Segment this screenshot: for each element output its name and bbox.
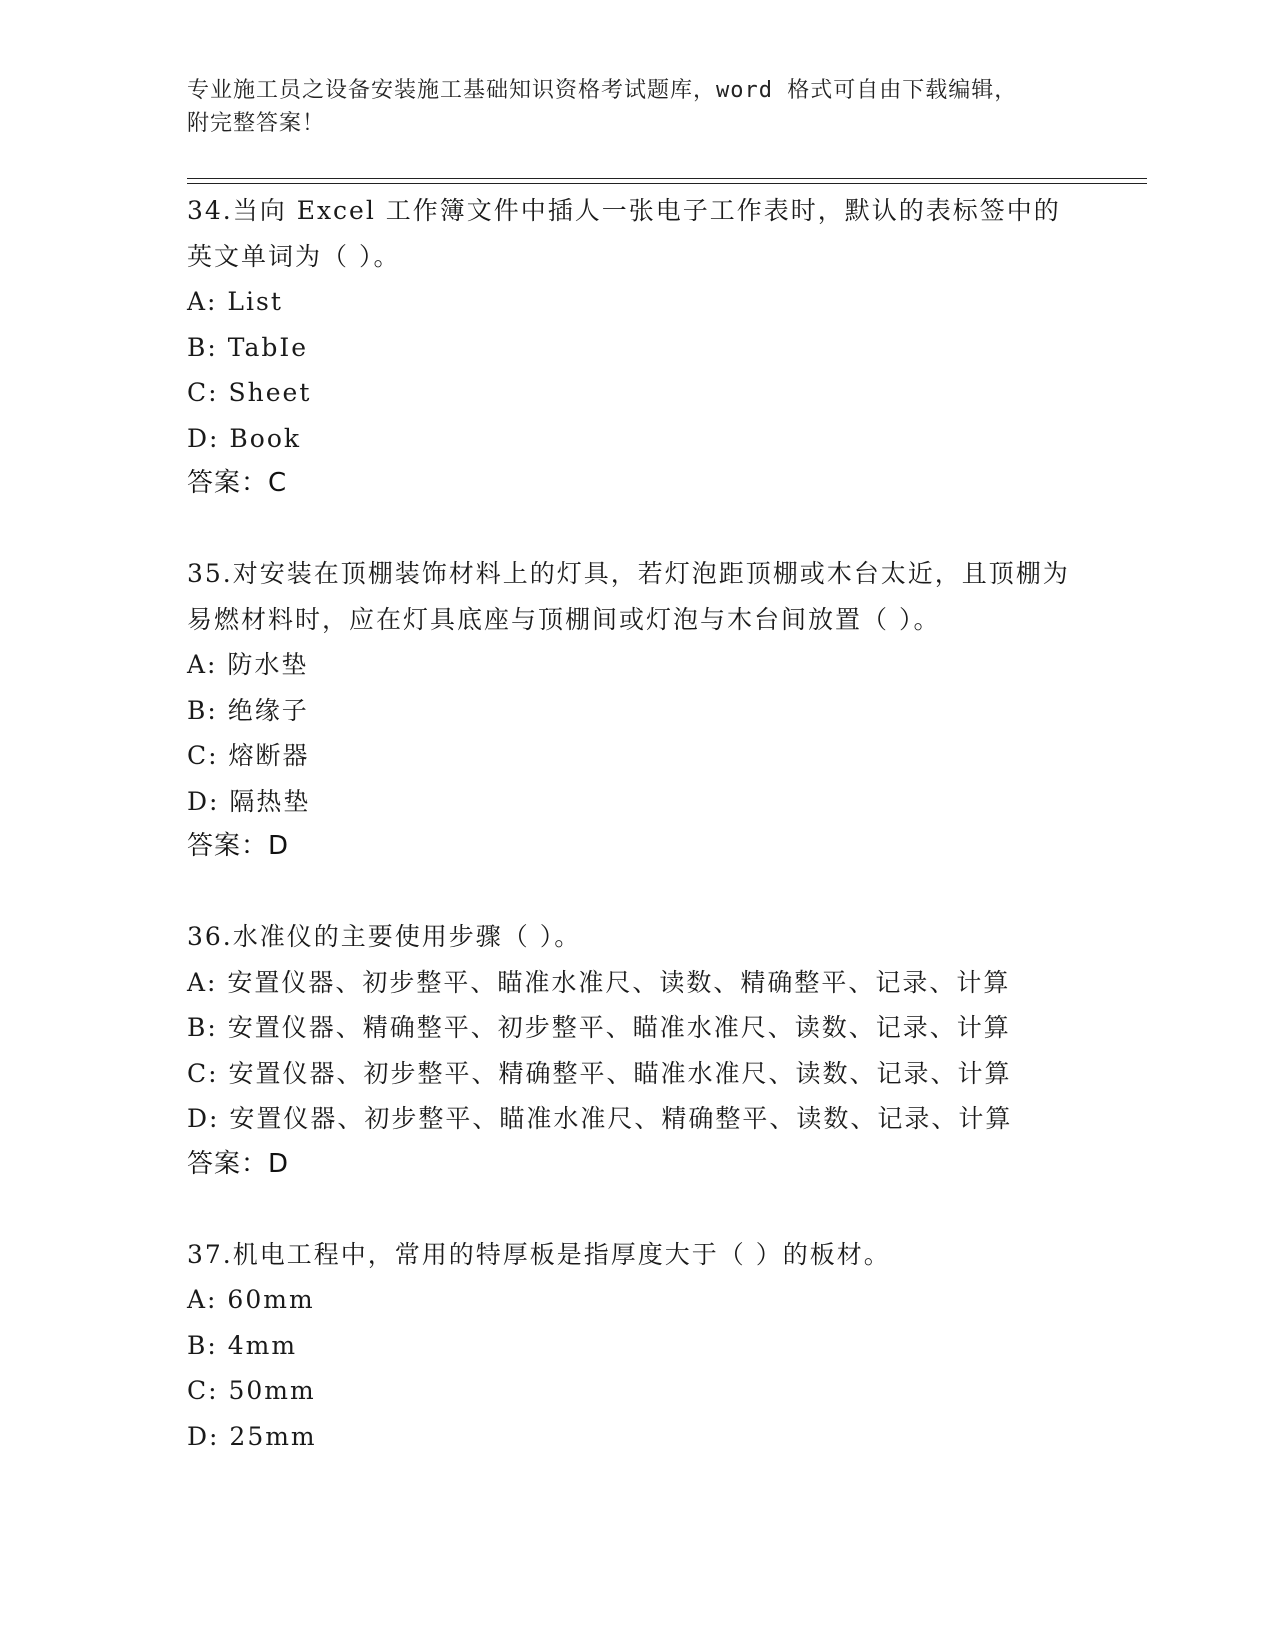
question-list (187, 188, 1087, 1505)
question-stem: 34.当向 Excel 工作簿文件中插人一张电子工作表时，默认的表标签中的英文单词为（ ）。 (187, 196, 1061, 271)
option-b: B: TabIe (187, 332, 309, 362)
answer-label: 答案：C (187, 468, 288, 498)
option-d: D: 安置仪器、初步整平、瞄准水准尺、精确整平、读数、记录、计算 (187, 1104, 1013, 1133)
question-36 (187, 914, 1087, 1186)
option-b: B: 绝缘子 (187, 695, 309, 725)
option-a: A: 60mm (187, 1285, 315, 1314)
option-d: D: 25mm (187, 1421, 317, 1451)
header-line-1: 专业施工员之设备安装施工基础知识资格考试题库，word 格式可自由下载编辑， (187, 78, 1018, 103)
answer-label: 答案：D (187, 1148, 290, 1179)
document-page (187, 0, 1147, 1650)
question-35 (187, 551, 1087, 868)
option-b: B: 安置仪器、精确整平、初步整平、瞄准水准尺、读数、记录、计算 (187, 1013, 1011, 1042)
option-b: B: 4mm (187, 1330, 298, 1360)
option-a: A: 安置仪器、初步整平、瞄准水准尺、读数、精确整平、记录、计算 (187, 967, 1011, 997)
question-stem: 37.机电工程中，常用的特厚板是指厚度大于（ ）的板材。 (187, 1239, 891, 1269)
header-double-rule (187, 178, 1147, 184)
document-header (187, 74, 1087, 140)
header-line-2: 附完整答案！ (187, 111, 326, 136)
option-c: C: Sheet (187, 378, 312, 407)
question-34 (187, 188, 1087, 505)
option-a: A: List (187, 287, 283, 316)
option-c: C: 熔断器 (187, 741, 310, 770)
option-c: C: 50mm (187, 1376, 316, 1405)
option-d: D: Book (187, 423, 302, 453)
option-c: C: 安置仪器、初步整平、精确整平、瞄准水准尺、读数、记录、计算 (187, 1058, 1012, 1088)
option-a: A: 防水垫 (187, 650, 309, 679)
option-d: D: 隔热垫 (187, 786, 311, 816)
question-stem: 36.水准仪的主要使用步骤（ ）。 (187, 922, 582, 951)
answer-label: 答案：D (187, 831, 290, 861)
question-stem: 35.对安装在顶棚装饰材料上的灯具，若灯泡距顶棚或木台太近，且顶棚为易燃材料时，应在灯具底座与顶棚间或灯泡与木台间放置（ ）。 (187, 559, 1070, 634)
question-37 (187, 1232, 1087, 1460)
